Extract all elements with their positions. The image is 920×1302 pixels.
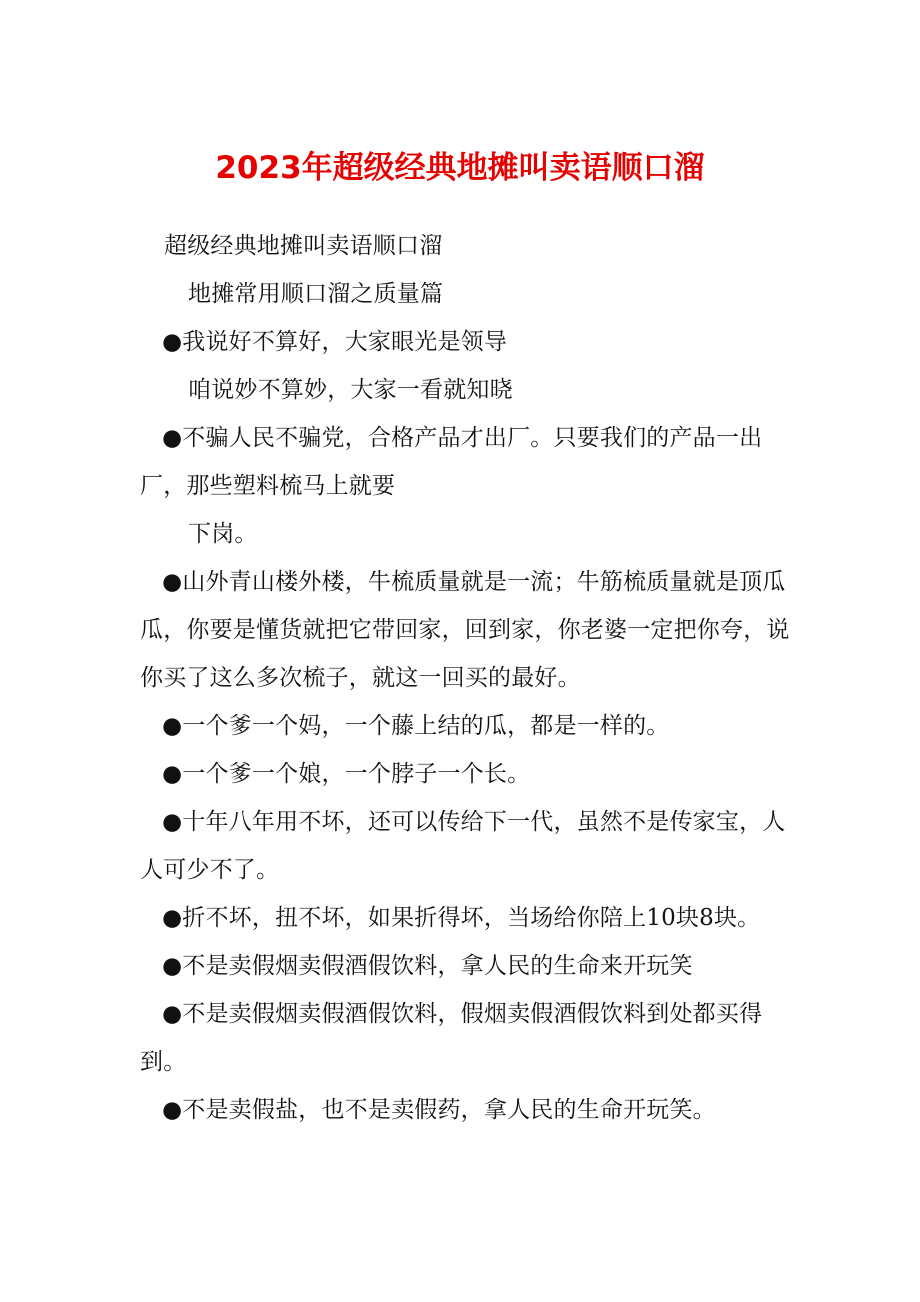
- paragraph: ●不骗人民不骗党，合格产品才出厂。只要我们的产品一出厂，那些塑料梳马上就要: [140, 425, 763, 499]
- paragraph: ●十年八年用不坏，还可以传给下一代，虽然不是传家宝，人人可少不了。: [140, 809, 786, 883]
- paragraph: ●不是卖假烟卖假酒假饮料，假烟卖假酒假饮料到处都买得到。: [140, 1001, 763, 1075]
- paragraph: ●一个爹一个娘，一个脖子一个长。: [162, 761, 531, 787]
- paragraph: ●不是卖假盐，也不是卖假药，拿人民的生命开玩笑。: [162, 1097, 716, 1123]
- paragraph: ●山外青山楼外楼，牛梳质量就是一流；牛筋梳质量就是顶瓜瓜，你要是懂货就把它带回家，回到家，你老婆一定把你夸，说你买了这么多次梳子，就这一回买的最好。: [140, 569, 790, 691]
- paragraph: ●一个爹一个妈，一个藤上结的瓜，都是一样的。: [162, 713, 670, 739]
- paragraph: 咱说妙不算妙，大家一看就知晓: [188, 377, 513, 403]
- paragraph: 地摊常用顺口溜之质量篇: [188, 281, 444, 307]
- paragraph: ●折不坏，扭不坏，如果折得坏，当场给你陪上10块8块。: [162, 905, 761, 931]
- paragraph: 下岗。: [188, 521, 258, 547]
- paragraph: ●不是卖假烟卖假酒假饮料，拿人民的生命来开玩笑: [162, 953, 693, 979]
- paragraph: 超级经典地摊叫卖语顺口溜: [164, 233, 443, 259]
- paragraph: ●我说好不算好，大家眼光是领导: [162, 329, 508, 355]
- document-body: [140, 222, 795, 1134]
- document-title: 2023年超级经典地摊叫卖语顺口溜: [215, 150, 705, 186]
